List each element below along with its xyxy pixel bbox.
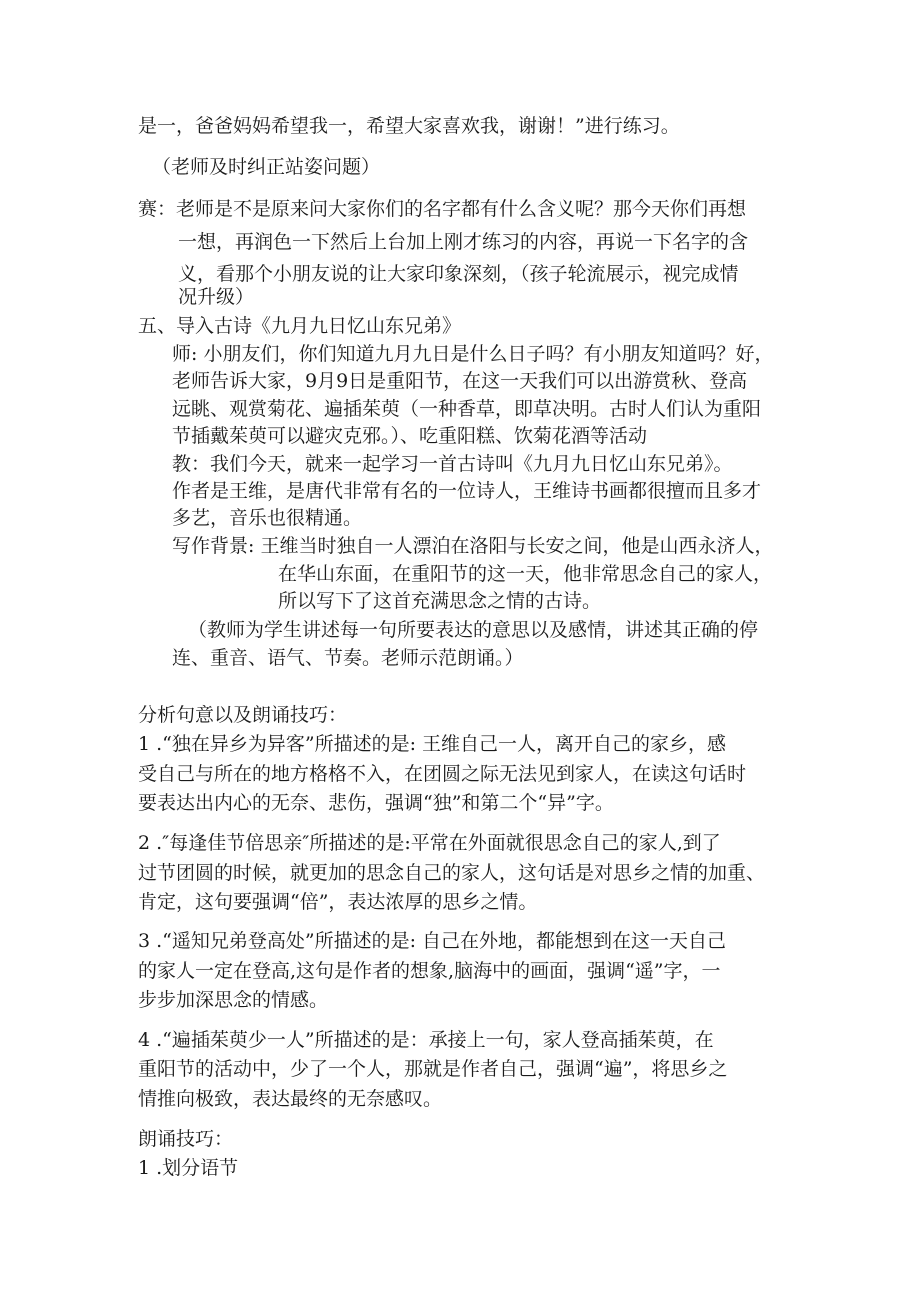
text-line: 的家人一定在登高,这句是作者的想象,脑海中的画面，强调“遥”字，一 (138, 960, 721, 982)
section-heading: 分析句意以及朗诵技巧： (138, 704, 348, 726)
text-line: 4 .“遍插茱萸少一人”所描述的是：承接上一句，家人登高插茱萸，在 (138, 1029, 714, 1051)
list-item: 1 .划分语节 (138, 1157, 239, 1179)
text-line: 1 .“独在异乡为异客”所描述的是: 王维自己一人，离开自己的家乡，感 (138, 733, 727, 755)
text-line: 过节团圆的时候，就更加的思念自己的家人，这句话是对思乡之情的加重、 (138, 862, 766, 884)
text-line: 教：我们今天，就来一起学习一首古诗叫《九月九日忆山东兄弟》。 (172, 453, 733, 475)
text-line: 步步加深思念的情感。 (138, 989, 329, 1011)
text-line: 节插戴茱萸可以避灾克邪。）、吃重阳糕、饮菊花酒等活动 (172, 425, 648, 447)
teacher-note: 连、重音、语气、节奏。老师示范朗诵。） (172, 647, 524, 669)
text-line: 要表达出内心的无奈、悲伤，强调“独”和第二个“异”字。 (138, 792, 614, 814)
text-line: 老师告诉大家，9月9日是重阳节，在这一天我们可以出游赏秋、登高 (172, 370, 748, 392)
text-line: 重阳节的活动中，少了一个人，那就是作者自己，强调“遍”，将思乡之 (138, 1058, 728, 1080)
text-line: 写作背景: 王维当时独自一人漂泊在洛阳与长安之间，他是山西永济人， (172, 535, 774, 557)
text-line: 2 .″每逢佳节倍思亲″所描述的是:平常在外面就很思念自己的家人,到了 (138, 832, 721, 854)
text-line: 义，看那个小朋友说的让大家印象深刻，（孩子轮流展示，视完成情 (178, 263, 739, 285)
section-heading: 朗诵技巧： (138, 1128, 234, 1150)
text-line: 是一，爸爸妈妈希望我一，希望大家喜欢我，谢谢！”进行练习。 (138, 115, 680, 137)
text-line: 情推向极致，表达最终的无奈感叹。 (138, 1088, 443, 1110)
text-line: 师: 小朋友们，你们知道九月九日是什么日子吗？有小朋友知道吗？好， (172, 343, 774, 365)
text-line: 在华山东面，在重阳节的这一天，他非常思念自己的家人， (278, 563, 773, 585)
section-heading: 五、导入古诗《九月九日忆山东兄弟》 (138, 315, 462, 337)
text-line: 受自己与所在的地方格格不入，在团圆之际无法见到家人，在读这句话时 (138, 763, 747, 785)
text-line: 作者是王维，是唐代非常有名的一位诗人，王维诗书画都很擅而且多才 (172, 480, 762, 502)
text-line: 赛：老师是不是原来问大家你们的名字都有什么含义呢？那今天你们再想 (138, 198, 747, 220)
text-line: 况升级） (178, 286, 255, 308)
text-line: 多艺，音乐也很精通。 (172, 507, 363, 529)
text-line: 肯定，这句要强调“倍”，表达浓厚的思乡之情。 (138, 891, 538, 913)
text-line: 远眺、观赏菊花、遍插茱萸（一种香草，即草决明。古时人们认为重阳 (172, 398, 762, 420)
teacher-note: （老师及时纠正站姿问题） (152, 156, 381, 178)
text-line: 所以写下了这首充满思念之情的古诗。 (278, 590, 602, 612)
teacher-note: （教师为学生讲述每一句所要表达的意思以及感情，讲述其正确的停 (188, 619, 759, 641)
text-line: 一想，再润色一下然后上台加上刚才练习的内容，再说一下名字的含 (178, 231, 749, 253)
text-line: 3 .“遥知兄弟登高处”所描述的是: 自己在外地，都能想到在这一天自己 (138, 930, 727, 952)
